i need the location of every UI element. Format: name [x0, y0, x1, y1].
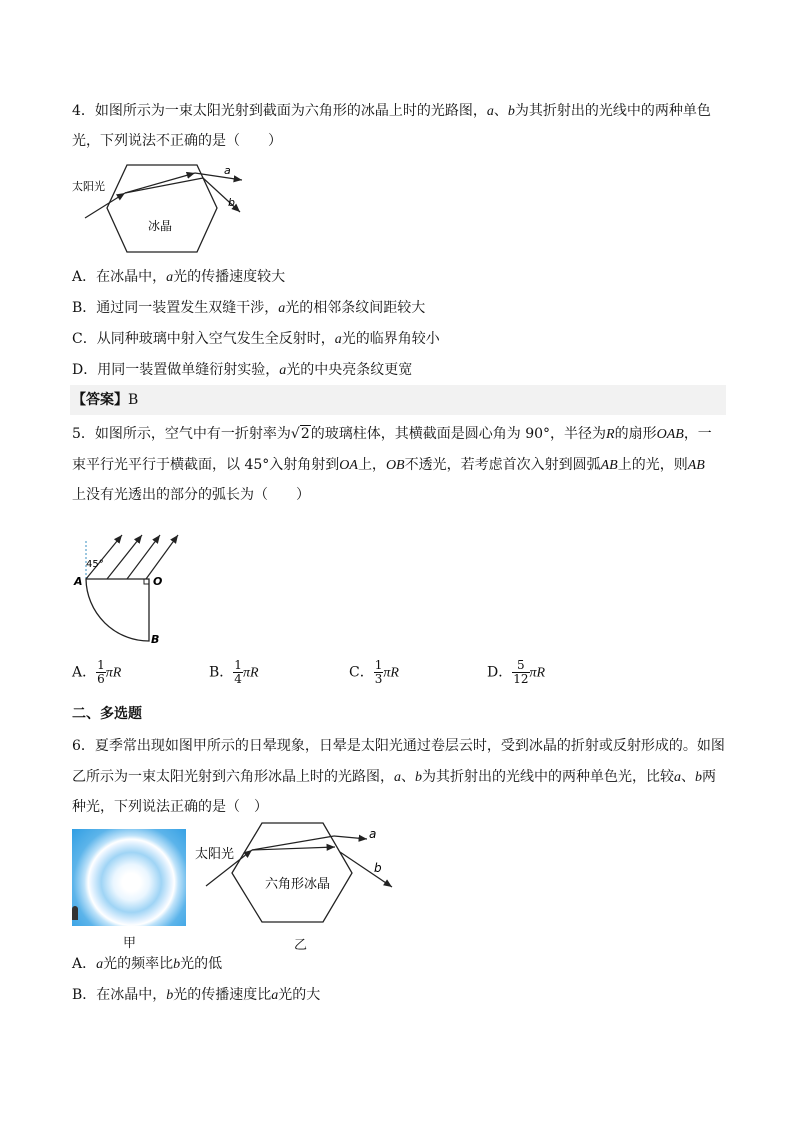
q6-option-a[interactable]: A．a光的频率比b光的低 [72, 956, 223, 972]
ray-b-label: b [228, 196, 235, 209]
q6-stem-line1: 6．夏季常出现如图甲所示的日晕现象，日晕是太阳光通过卷层云时，受到冰晶的折射或反射形成的。如图 [72, 738, 725, 754]
q5-option-d[interactable]: D． $\frac{5}{12}$ πR [487, 658, 546, 686]
q4-option-c[interactable]: C．从同种玻璃中射入空气发生全反射时，a光的临界角较小 [72, 331, 440, 347]
q6-stem-line2: 乙所示为一束太阳光射到六角形冰晶上时的光路图，a、b为其折射出的光线中的两种单色光，比较a、b两 [72, 769, 716, 785]
refracted-ray-b-inside [125, 178, 203, 193]
light-ray [86, 535, 122, 579]
crystal-label: 六角形冰晶 [265, 877, 331, 892]
light-ray [146, 535, 178, 579]
q4-ice-crystal-diagram [70, 160, 270, 260]
fraction: $\frac{1}{4}$ [234, 658, 242, 686]
fraction: $\frac{1}{6}$ [97, 658, 105, 686]
figure-label-jia: 甲 [123, 936, 137, 951]
q6-stem-line3: 种光，下列说法正确的是（ ） [72, 799, 268, 815]
q5-stem-line1: 5．如图所示，空气中有一折射率为√2的玻璃柱体，其横截面是圆心角为 90°，半径为R的扇形OAB，一 [72, 426, 712, 442]
hexagon-shape [232, 823, 352, 922]
fraction: $\frac{1}{3}$ [374, 658, 383, 686]
sun-label: 太阳光 [72, 180, 105, 193]
ray-a-label: a [369, 827, 377, 841]
q5-option-c[interactable]: C． $\frac{1}{3}$ πR [349, 658, 399, 686]
q5-stem-line2: 束平行光平行于横截面，以 45°入射角射到OA上，OB不透光，若考虑首次入射到圆弧AB上的光，则AB [72, 457, 705, 473]
right-angle-mark [144, 579, 149, 584]
sun-label: 太阳光 [195, 847, 235, 862]
q5-sector-diagram [72, 513, 202, 648]
q6-hexagon-crystal-diagram [192, 818, 412, 930]
light-ray [107, 535, 142, 579]
ray-a-out [334, 836, 367, 839]
ray-a-label: a [224, 164, 231, 177]
ray-b-label: b [374, 861, 382, 875]
q4-option-b[interactable]: B．通过同一装置发生双缝干涉，a光的相邻条纹间距较大 [72, 300, 426, 316]
q4-option-d[interactable]: D．用同一装置做单缝衍射实验，a光的中央亮条纹更宽 [72, 362, 413, 378]
fraction: $\frac{5}{12}$ [513, 658, 529, 686]
q4-option-a[interactable]: A．在冰晶中，a光的传播速度较大 [72, 269, 286, 285]
q6-option-b[interactable]: B．在冰晶中，b光的传播速度比a光的大 [72, 987, 321, 1003]
q5-option-b[interactable]: B． $\frac{1}{4}$ πR [209, 658, 259, 686]
sqrt-symbol: √2 [290, 426, 310, 442]
light-ray [127, 535, 160, 579]
refracted-ray-a-inside [125, 173, 195, 193]
q5-stem-line3: 上没有光透出的部分的弧长为（ ） [72, 487, 310, 503]
answer-bar [70, 385, 726, 415]
incident-ray [85, 193, 125, 218]
point-a-label: A [74, 575, 83, 588]
sun-halo-photo [72, 829, 186, 926]
q4-answer: 【答案】B [72, 392, 139, 408]
ray-b-out [340, 852, 392, 887]
q4-stem-line1: 4．如图所示为一束太阳光射到截面为六角形的冰晶上时的光路图，a、b为其折射出的光线中的两种单色 [72, 103, 711, 119]
q5-option-a[interactable]: A． $\frac{1}{6}$ πR [72, 658, 122, 686]
section-heading: 二、多选题 [72, 706, 142, 722]
sector-shape [86, 579, 149, 641]
point-b-label: B [151, 633, 160, 646]
figure-label-yi: 乙 [294, 938, 308, 953]
crystal-label: 冰晶 [148, 219, 173, 233]
q4-stem-line2: 光，下列说法不正确的是（ ） [72, 133, 282, 149]
point-o-label: O [153, 575, 163, 588]
angle-label: 45° [86, 559, 104, 570]
tree-silhouette [72, 906, 78, 920]
